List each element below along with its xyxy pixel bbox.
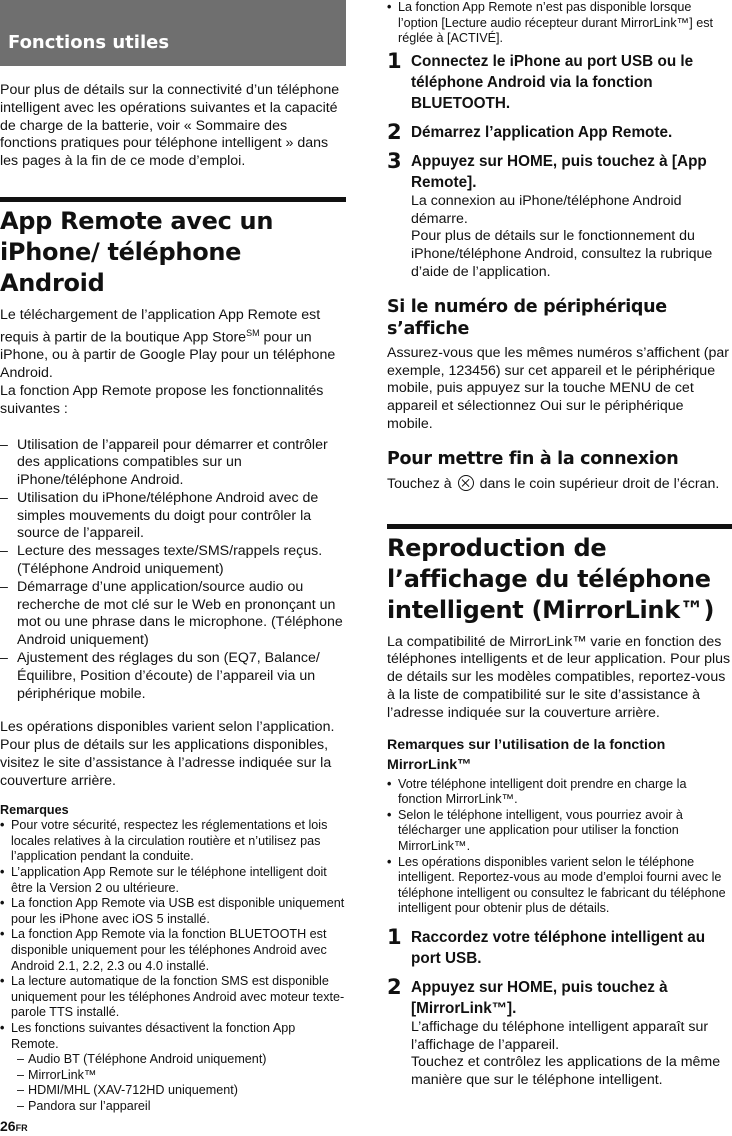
list-item: • Les opérations disponibles varient selon le téléphone intelligent. Reportez-vous au mode d’emploi fourni avec le téléphone intelligent ou consultez le fabricant du téléphone intelligent pour obtenir plus de détails. bbox=[387, 855, 732, 917]
left-column bbox=[0, 0, 346, 1115]
step-title: Raccordez votre téléphone intelligent au port USB. bbox=[411, 928, 706, 967]
step-body: L’affichage du téléphone intelligent apparaît sur l’affichage de l’appareil. Touchez et contrôlez les applications de la même manière que sur le téléphone intelligent. bbox=[411, 1018, 721, 1089]
remark-text: Les fonctions suivantes désactivent la fonction App Remote. bbox=[11, 1020, 296, 1051]
end-connection-after: dans le coin supérieur droit de l’écran. bbox=[479, 475, 720, 492]
app-remote-heading: App Remote avec un iPhone/ téléphone Android bbox=[0, 206, 274, 297]
download-text-a: Le téléchargement de l’application App Remote est requis à partir de la boutique App Store bbox=[0, 306, 321, 346]
list-item: – MirrorLink™ bbox=[17, 1068, 346, 1084]
section-label: Fonctions utiles bbox=[8, 32, 170, 53]
page-language: FR bbox=[15, 1123, 28, 1133]
mirrorlink-remarks-title: Remarques sur l’utilisation de la fonction MirrorLink™ bbox=[387, 736, 666, 773]
list-item: – HDMI/MHL (XAV-712HD uniquement) bbox=[17, 1083, 346, 1099]
end-connection-heading: Pour mettre fin à la connexion bbox=[387, 448, 679, 469]
features-intro: La fonction App Remote propose les fonctionnalités suivantes : bbox=[0, 382, 324, 417]
disconnect-icon bbox=[458, 475, 474, 491]
list-item: • La lecture automatique de la fonction SMS est disponible uniquement pour les téléphones Android avec moteur texte-parole TTS installé. bbox=[0, 974, 346, 1021]
page-number bbox=[0, 1118, 28, 1134]
download-paragraph bbox=[0, 307, 346, 383]
mirror-step-1 bbox=[387, 924, 732, 969]
mirrorlink-remarks-list bbox=[387, 777, 732, 917]
step-1 bbox=[387, 48, 732, 114]
disabled-functions-list bbox=[11, 1052, 346, 1114]
step-title: Connectez le iPhone au port USB ou le téléphone Android via la fonction BLUETOOTH. bbox=[411, 52, 694, 112]
remarks-title: Remarques bbox=[0, 802, 69, 817]
mirrorlink-intro: La compatibilité de MirrorLink™ varie en fonction des téléphones intelligents et de leur application. Pour plus de détails sur les modèles compatibles, reportez-vous à la liste de compatibilité sur le site d’assistance à l’adresse indiquée sur la couverture arrière. bbox=[387, 633, 731, 721]
step-2 bbox=[387, 119, 732, 144]
list-item: – Utilisation de l’appareil pour démarrer et contrôler des applications compatibles sur un iPhone/téléphone Android. bbox=[0, 437, 346, 490]
list-item: – Pandora sur l’appareil bbox=[17, 1099, 346, 1115]
step-title: Démarrez l’application App Remote. bbox=[411, 123, 673, 141]
top-remark-list bbox=[387, 0, 732, 47]
step-3 bbox=[387, 148, 732, 282]
step-number: 1 bbox=[387, 48, 402, 73]
end-connection-before: Touchez à bbox=[387, 475, 452, 492]
list-item: – Utilisation du iPhone/téléphone Android avec de simples mouvements du doigt pour contrôler la source de l’appareil. bbox=[0, 490, 346, 543]
download-text-b: pour un iPhone, ou à partir de Google Play pour un téléphone Android. bbox=[0, 329, 336, 382]
service-mark: SM bbox=[246, 327, 260, 338]
step-number: 2 bbox=[387, 974, 402, 999]
list-item: – Démarrage d’une application/source audio ou recherche de mot clé sur le Web en prononçant un mot ou une phrase dans le microphone. (Téléphone Android uniquement) bbox=[0, 579, 346, 650]
list-item bbox=[0, 1021, 346, 1115]
step-number: 1 bbox=[387, 924, 402, 949]
list-item: • La fonction App Remote via la fonction BLUETOOTH est disponible uniquement pour les téléphones Android avec Android 2.1, 2.2, 2.3 ou 4.0 installé. bbox=[0, 927, 346, 974]
list-item: • La fonction App Remote via USB est disponible uniquement pour les iPhone avec iOS 5 installé. bbox=[0, 896, 346, 927]
list-item: • La fonction App Remote n’est pas disponible lorsque l’option [Lecture audio récepteur durant MirrorLink™] est réglée à [ACTIVÉ]. bbox=[387, 0, 732, 47]
heading-rule bbox=[387, 524, 732, 529]
step-number: 2 bbox=[387, 119, 402, 144]
step-number: 3 bbox=[387, 148, 402, 173]
step-title: Appuyez sur HOME, puis touchez à [MirrorLink™]. bbox=[411, 978, 668, 1017]
right-column bbox=[387, 0, 732, 1090]
mirrorlink-heading: Reproduction de l’affichage du téléphone intelligent (MirrorLink™) bbox=[387, 533, 715, 624]
list-item: • Selon le téléphone intelligent, vous pourriez avoir à télécharger une application pour utiliser la fonction MirrorLink™. bbox=[387, 808, 732, 855]
list-item: • Votre téléphone intelligent doit prendre en charge la fonction MirrorLink™. bbox=[387, 777, 732, 808]
step-body: La connexion au iPhone/téléphone Android démarre. Pour plus de détails sur le fonctionnement du iPhone/téléphone Android, consultez la rubrique d’aide de l’application. bbox=[411, 192, 713, 280]
step-title: Appuyez sur HOME, puis touchez à [App Remote]. bbox=[411, 152, 707, 191]
device-number-text: Assurez-vous que les mêmes numéros s’affichent (par exemple, 123456) sur cet appareil et le périphérique mobile, puis appuyez sur la touche MENU de cet appareil et sélectionnez Oui sur le périphérique mobile. bbox=[387, 344, 729, 432]
remarks-list bbox=[0, 818, 346, 1114]
operations-paragraph: Les opérations disponibles varient selon l’application. Pour plus de détails sur les applications disponibles, visitez le site d’assistance à l’adresse indiquée sur la couverture arrière. bbox=[0, 719, 335, 789]
list-item: • Pour votre sécurité, respectez les réglementations et lois locales relatives à la circulation routière et n’utilisez pas l’application pendant la conduite. bbox=[0, 818, 346, 865]
section-header-box bbox=[0, 0, 346, 66]
list-item: • L’application App Remote sur le téléphone intelligent doit être la Version 2 ou ultérieure. bbox=[0, 865, 346, 896]
list-item: – Lecture des messages texte/SMS/rappels reçus. (Téléphone Android uniquement) bbox=[0, 543, 346, 579]
end-connection-text bbox=[387, 475, 732, 494]
device-number-heading: Si le numéro de périphérique s’affiche bbox=[387, 296, 667, 339]
intro-paragraph: Pour plus de détails sur la connectivité d’un téléphone intelligent avec les opérations suivantes et la capacité de charge de la batterie, voir « Sommaire des fonctions pratiques pour téléphone intelligent » dans les pages à la fin de ce mode d’emploi. bbox=[0, 82, 340, 170]
list-item: – Ajustement des réglages du son (EQ7, Balance/ Équilibre, Position d’écoute) de l’appareil via un périphérique mobile. bbox=[0, 650, 346, 703]
features-list bbox=[0, 437, 346, 704]
heading-rule bbox=[0, 197, 346, 202]
mirror-step-2 bbox=[387, 974, 732, 1090]
list-item: – Audio BT (Téléphone Android uniquement) bbox=[17, 1052, 346, 1068]
page-number-value: 26 bbox=[0, 1118, 16, 1134]
